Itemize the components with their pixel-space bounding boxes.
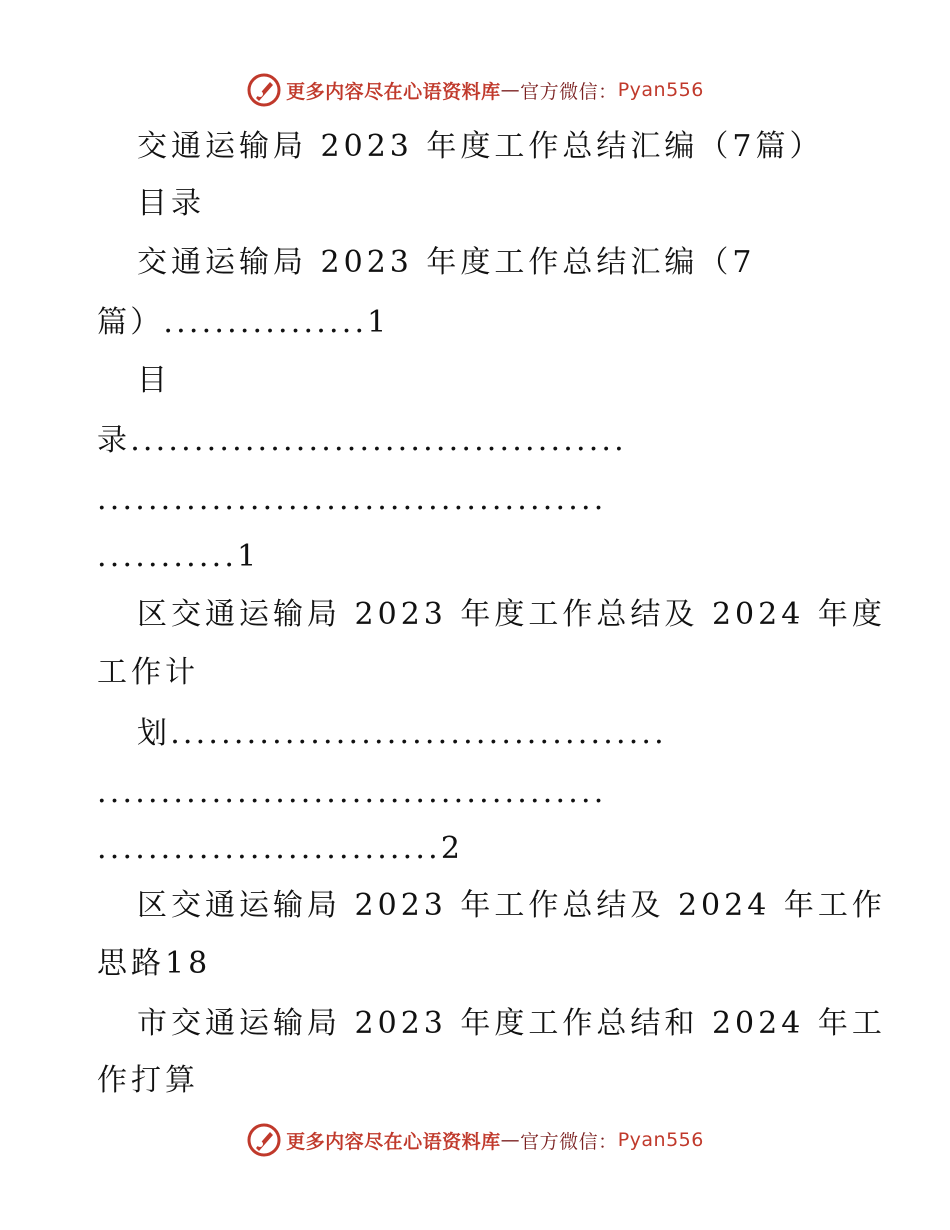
toc-entry-3-line-1[interactable]: 区交通运输局 2023 年度工作总结及 2024 年度: [137, 597, 886, 632]
banner-separator: —: [500, 1129, 521, 1151]
toc-entry-3-line-3[interactable]: 划.......................................: [137, 716, 667, 751]
toc-entry-5-line-2[interactable]: 作打算: [97, 1063, 199, 1098]
toc-heading: 目录: [137, 186, 205, 221]
header-banner[interactable]: [0, 68, 950, 112]
toc-entry-5-line-1[interactable]: 市交通运输局 2023 年度工作总结和 2024 年工: [137, 1006, 886, 1041]
toc-entry-2-line-4[interactable]: ...........1: [97, 539, 260, 574]
toc-entry-3-line-4[interactable]: ........................................: [97, 775, 607, 810]
banner-brand: 更多内容尽在心语资料库: [286, 80, 501, 103]
banner-brand: 更多内容尽在心语资料库: [286, 1130, 501, 1153]
toc-entry-2-line-1[interactable]: 目: [137, 363, 171, 398]
banner-wechat-id: Pyan556: [617, 79, 704, 101]
toc-entry-1-line-2[interactable]: 篇）................1: [97, 305, 390, 340]
toc-entry-2-line-2[interactable]: 录.......................................: [97, 423, 627, 458]
toc-entry-4-line-2[interactable]: 思路18: [97, 946, 212, 981]
toc-entry-3-line-5[interactable]: ...........................2: [97, 831, 464, 866]
pen-logo-icon: [246, 1122, 282, 1158]
toc-entry-4-line-1[interactable]: 区交通运输局 2023 年工作总结及 2024 年工作: [137, 888, 886, 923]
document-title: 交通运输局 2023 年度工作总结汇编（7篇）: [137, 129, 824, 164]
banner-wechat-id: Pyan556: [617, 1129, 704, 1151]
pen-logo-icon: [246, 72, 282, 108]
banner-separator: —: [500, 79, 521, 101]
banner-official: 官方微信：: [520, 80, 618, 103]
footer-banner[interactable]: [0, 1118, 950, 1162]
toc-entry-1-line-1[interactable]: 交通运输局 2023 年度工作总结汇编（7: [137, 245, 756, 280]
toc-entry-2-line-3[interactable]: ........................................: [97, 482, 607, 517]
banner-official: 官方微信：: [520, 1130, 618, 1153]
toc-entry-3-line-2[interactable]: 工作计: [97, 655, 199, 690]
